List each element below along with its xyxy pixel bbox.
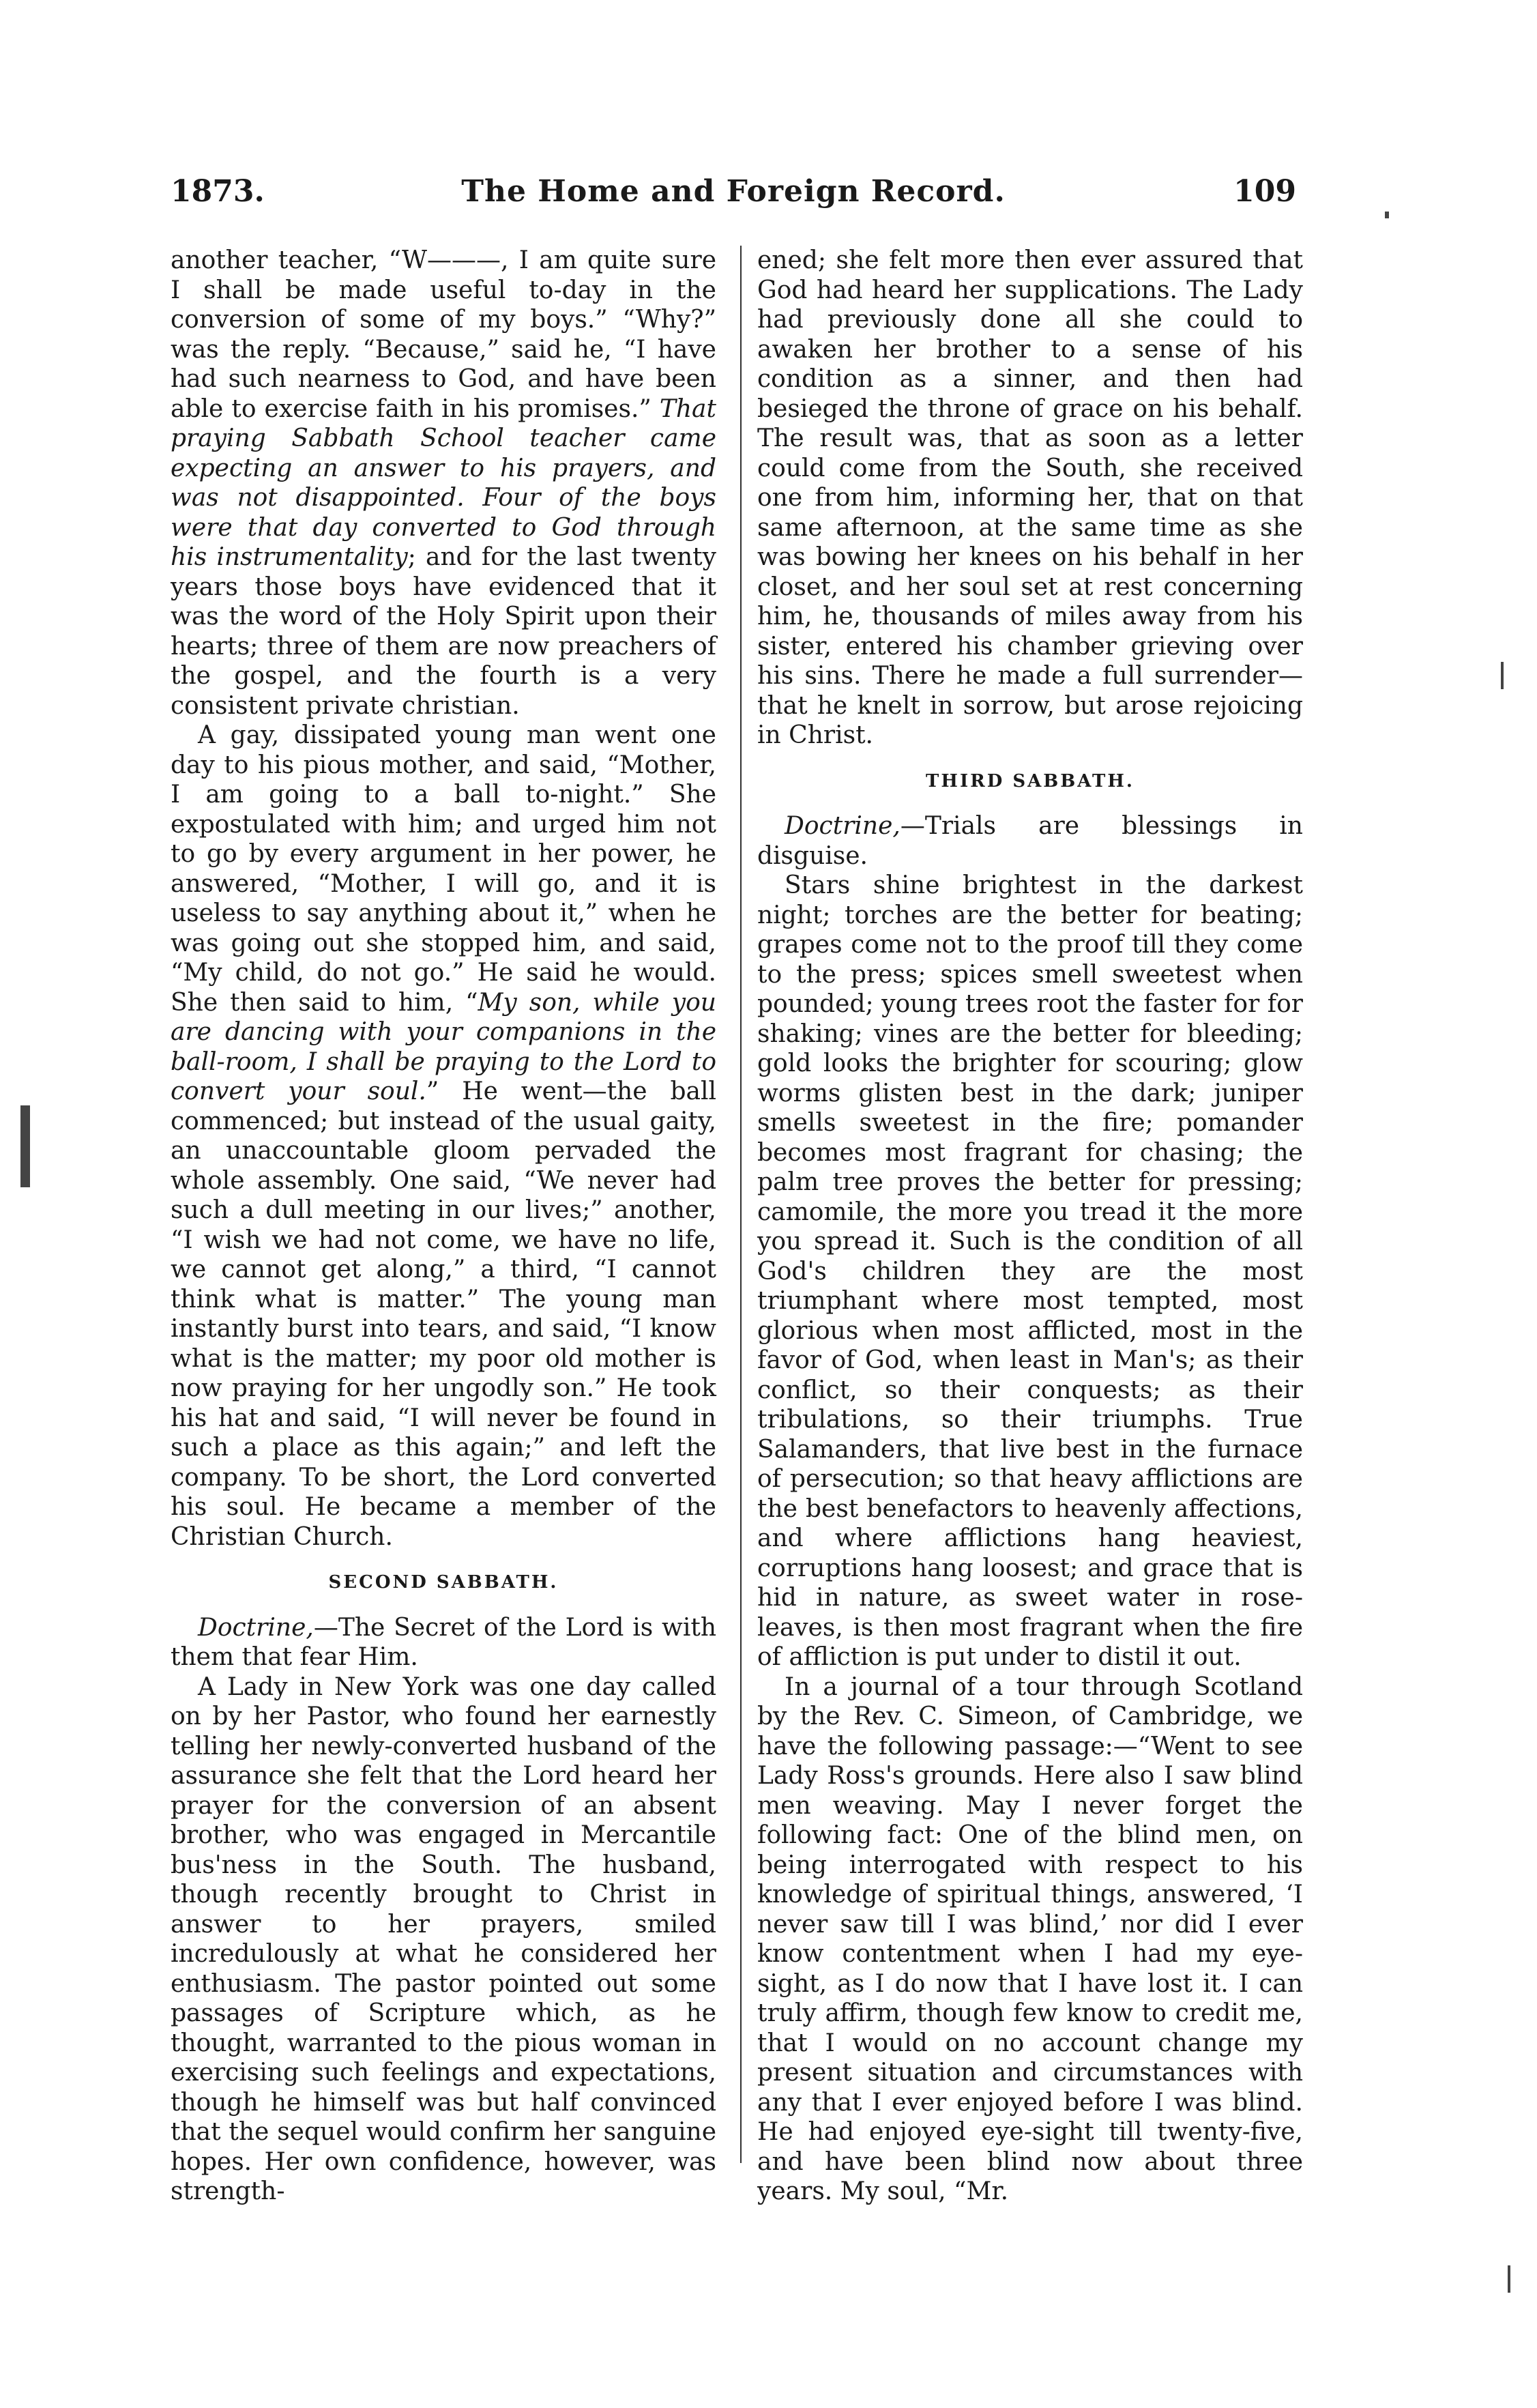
paragraph: ened; she felt more then ever assured that God had heard her supplications. The Lady had previously done all she could to awaken her brother to a sense of his condition as a sinner, and then had besieged the throne of grace on his behalf. The result was, that as soon as a letter could come from the South, she received one from him, informing her, that on that same afternoon, at the same time as she was bowing her knees on his behalf in her closet, and her soul set at rest concerning him, he, thousands of miles away from his sister, entered his chamber grieving over his sins. There he made a full surrender—that he knelt in sorrow, but arose rejoicing in Christ.: [757, 246, 1303, 749]
italic-run: My son, while you are dancing with your companions in the ball-room, I shall be praying to the Lord to convert your soul.: [171, 988, 716, 1105]
paragraph: A Lady in New York was one day called on by her Pastor, who found her earnestly telling her newly-converted husband of the assurance she felt that the Lord heard her prayer for the conversion of an absent brother, who was engaged in Mercantile bus'ness in the South. The husband, though recently brought to Christ in answer to her prayers, smiled incredulously at what he considered her enthusiasm. The pastor pointed out some passages of Scripture which, as he thought, warranted to the pious woman in exercising such feelings and expectations, though he himself was but half convinced that the sequel would confirm her sanguine hopes. Her own confidence, however, was strength-: [171, 1672, 716, 2205]
section-heading: THIRD SABBATH.: [926, 770, 1135, 792]
italic-run: That praying Sabbath School teacher came expecting an answer to his prayers, and was not disappointed. Four of the boys were that day converted to God through his instrumentality: [171, 394, 716, 571]
paragraph: Stars shine brightest in the darkest night; torches are the better for beating; grapes come not to the proof till they come to the press; spices smell sweetest when pounded; young trees root the faster for for shaking; vines are the better for bleeding; gold looks the brighter for scouring; glow worms glisten best in the dark; juniper smells sweetest in the fire; pomander becomes most fragrant for chasing; the palm tree proves the better for pressing; camomile, the more you tread it the more you spread it. Such is the condition of all God's children they are the most triumphant where most tempted, most glorious when most afflicted, most in the favor of God, when least in Man's; as their conflict, so their conquests; as their tribulations, so their triumphs. True Salamanders, that live best in the furnace of persecution; so that heavy afflictions are the best benefactors to heavenly affections, and where afflictions hang heaviest, corruptions hang loosest; and grace that is hid in nature, as sweet water in rose-leaves, is then most fragrant when the fire of affliction is put under to distil it out.: [757, 871, 1303, 1671]
doctrine-label: Doctrine,: [198, 1613, 314, 1642]
running-header: [171, 174, 1296, 222]
paragraph: [171, 246, 716, 721]
journal-title: The Home and Foreign Record.: [461, 174, 1006, 209]
text-run: ” He went—the ball commenced; but instead of the usual gaity, an unaccountable gloom pervaded the whole assembly. One said, “We never had such a dull meeting in our lives;” another, “I wish we had not come, we have no life, we cannot get along,” a third, “I cannot think what is matter.” The young man instantly burst into tears, and said, “I know what is the matter; my poor old mother is now praying for her ungodly son.” He took his hat and said, “I will never be found in such a place as this again;” and left the company. To be short, the Lord converted his soul. He became a member of the Christian Church.: [171, 1077, 716, 1551]
text-run: another teacher, “W———, I am quite sure I shall be made useful to-day in the conversion of some of my boys.” “Why?” was the reply. “Because,” said he, “I have had such nearness to God, and have been able to exercise faith in his promises.”: [171, 246, 716, 423]
column-divider: [740, 246, 742, 2163]
scan-mark: [1508, 2265, 1510, 2293]
scan-mark: [1501, 662, 1504, 689]
paragraph: [171, 721, 716, 1552]
section-heading: SECOND SABBATH.: [328, 1572, 559, 1593]
doctrine-line: [171, 1613, 716, 1672]
text-run: ; and for the last twenty years those boys have evidenced that it was the word of the Holy Spirit upon their hearts; three of them are now preachers of the gospel, and the fourth is a very consistent private christian.: [171, 543, 716, 720]
scan-mark: [1385, 212, 1389, 218]
left-column: [171, 246, 716, 2207]
header-year: 1873.: [171, 174, 265, 209]
doctrine-text: —The Secret of the Lord is with them that fear Him.: [171, 1613, 716, 1671]
text-run: A gay, dissipated young man went one day to his pious mother, and said, “Mother, I am going to a ball to-night.” She expostulated with him; and urged him not to go by every argument in her power, he answered, “Mother, I will go, and it is useless to say anything about it,” when he was going out she stopped him, and said, “My child, do not go.” He said he would. She then said to him, “: [171, 721, 716, 1017]
right-column: [757, 246, 1303, 2207]
doctrine-line: [757, 811, 1303, 871]
doctrine-text: —Trials are blessings in disguise.: [757, 812, 1303, 870]
scan-mark: [20, 1105, 30, 1187]
paragraph: In a journal of a tour through Scotland by the Rev. C. Simeon, of Cambridge, we have the following passage:—“Went to see Lady Ross's grounds. Here also I saw blind men weaving. May I never forget the following fact: One of the blind men, on being interrogated with respect to his knowledge of spiritual things, answered, ‘I never saw till I was blind,’ nor did I ever know contentment when I had my eye-sight, as I do now that I have lost it. I can truly affirm, though few know to credit me, that I would on no account change my present situation and circumstances with any that I ever enjoyed before I was blind. He had enjoyed eye-sight till twenty-five, and have been blind now about three years. My soul, “Mr.: [757, 1672, 1303, 2205]
page-number: 109: [1233, 174, 1296, 209]
doctrine-label: Doctrine,: [785, 812, 901, 840]
